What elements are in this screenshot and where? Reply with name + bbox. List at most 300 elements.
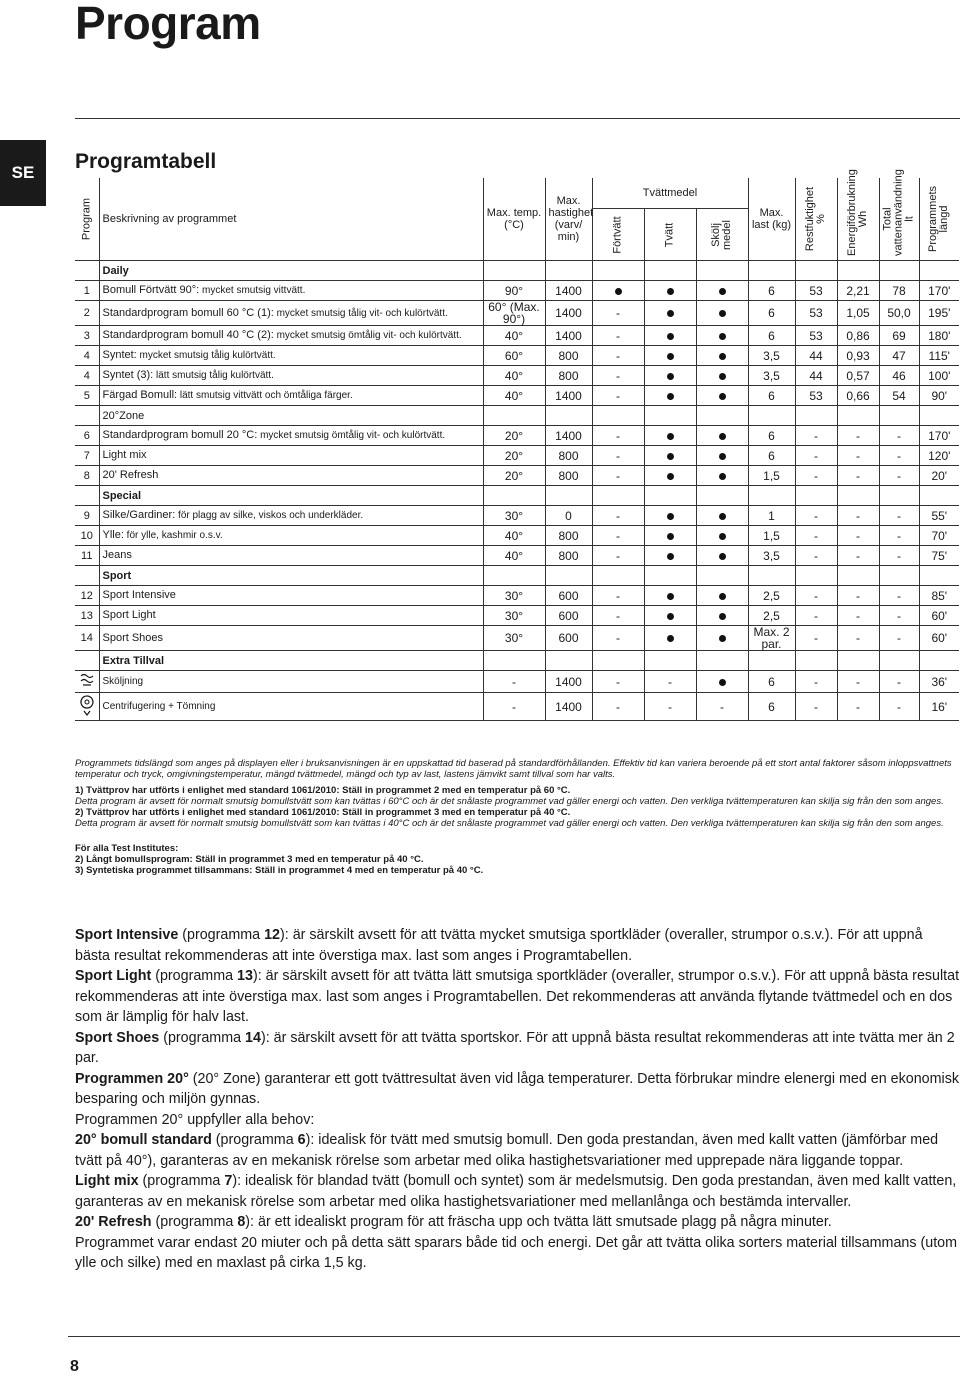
program-detail: för plagg av silke, viskos och underkläder. <box>175 510 364 521</box>
cell-residual: - <box>795 626 837 651</box>
header-description: Beskrivning av programmet <box>99 178 483 261</box>
cell-energy: - <box>837 606 879 626</box>
included-dot-icon <box>667 613 674 620</box>
cell-temp: - <box>483 671 545 693</box>
program-number: 11 <box>75 546 99 566</box>
body-paragraph <box>75 1171 960 1212</box>
included-dot-icon <box>615 288 622 295</box>
cell-speed: 800 <box>545 366 592 386</box>
cell-load: 2,5 <box>748 606 795 626</box>
cell-duration: 70' <box>919 526 959 546</box>
cell-water: 69 <box>879 326 919 346</box>
cell-residual: 53 <box>795 386 837 406</box>
cell-softener <box>696 506 748 526</box>
cell-water: - <box>879 466 919 486</box>
cell-prewash: - <box>592 526 644 546</box>
included-dot-icon <box>667 333 674 340</box>
included-dot-icon <box>719 310 726 317</box>
cell-load: 1,5 <box>748 466 795 486</box>
program-name: Sköljning <box>102 675 144 687</box>
cell-softener <box>696 586 748 606</box>
program-description <box>99 426 483 446</box>
included-dot-icon <box>719 373 726 380</box>
cell-energy: 0,93 <box>837 346 879 366</box>
cell-energy: 0,86 <box>837 326 879 346</box>
program-description <box>99 586 483 606</box>
included-dot-icon <box>667 353 674 360</box>
cell-duration: 60' <box>919 606 959 626</box>
included-dot-icon <box>667 433 674 440</box>
cell-temp: - <box>483 693 545 721</box>
cell-temp: 60° <box>483 346 545 366</box>
cell-temp: 40° <box>483 526 545 546</box>
table-row <box>75 301 960 326</box>
cell-temp: 60° (Max. 90°) <box>483 301 545 326</box>
cell-speed: 1400 <box>545 693 592 721</box>
cell-residual: 53 <box>795 281 837 301</box>
cell-speed: 1400 <box>545 326 592 346</box>
cell-prewash: - <box>592 446 644 466</box>
body-paragraph <box>75 925 960 966</box>
table-row <box>75 606 960 626</box>
section-label: Extra Tillval <box>99 651 483 671</box>
cell-water: 46 <box>879 366 919 386</box>
program-description <box>99 546 483 566</box>
included-dot-icon <box>719 513 726 520</box>
cell-softener <box>696 366 748 386</box>
paragraph-text: (programma <box>151 968 238 984</box>
cell-water: - <box>879 671 919 693</box>
program-descriptions <box>75 925 960 1274</box>
note-1-title: 1) Tvättprov har utförts i enlighet med standard 1061/2010: Ställ in programmet 2 med en temperatur på 60 °C. <box>75 785 571 796</box>
included-dot-icon <box>667 393 674 400</box>
page-title: Program <box>75 0 261 49</box>
program-name: 20' Refresh <box>102 469 159 481</box>
program-description <box>99 606 483 626</box>
program-detail: mycket smutsig tålig kulörtvätt. <box>136 350 276 361</box>
paragraph-text: (programma <box>159 1029 246 1046</box>
paragraph-bold: 6 <box>297 1132 306 1148</box>
body-paragraph <box>75 1028 960 1069</box>
header-detergent: Tvättmedel <box>592 178 748 209</box>
program-name: Light mix <box>102 449 147 461</box>
cell-speed: 1400 <box>545 671 592 693</box>
section-title: Programtabell <box>75 150 217 173</box>
included-dot-icon <box>667 473 674 480</box>
cell-speed: 600 <box>545 626 592 651</box>
program-table <box>75 169 960 721</box>
program-number: 4 <box>75 346 99 366</box>
program-name: Jeans <box>102 549 132 561</box>
cell-softener <box>696 301 748 326</box>
program-name: Bomull Förtvätt 90°: <box>102 284 200 296</box>
cell-energy: - <box>837 693 879 721</box>
cell-speed: 800 <box>545 546 592 566</box>
cell-wash <box>644 366 696 386</box>
program-number: 12 <box>75 586 99 606</box>
paragraph-bold: 12 <box>264 927 280 943</box>
program-detail: mycket smutsig tålig vit- och kulörtvätt. <box>273 307 448 319</box>
cell-wash <box>644 506 696 526</box>
cell-temp: 30° <box>483 626 545 651</box>
included-dot-icon <box>719 553 726 560</box>
cell-duration: 85' <box>919 586 959 606</box>
program-detail: för ylle, kashmir o.s.v. <box>123 530 223 541</box>
table-row <box>75 546 960 566</box>
program-number: 8 <box>75 466 99 486</box>
cell-residual: - <box>795 506 837 526</box>
spin-icon <box>75 693 99 721</box>
paragraph-text: (20° Zone) garanterar ett gott tvättresultat även vid låga temperaturer. Detta förbrukar mindre elenergi med en ekonomisk besparing och miljön gynnas. <box>75 1070 959 1107</box>
cell-energy: - <box>837 671 879 693</box>
header-program: Program <box>80 197 93 241</box>
program-name: Sport Shoes <box>102 631 164 644</box>
table-row <box>75 506 960 526</box>
cell-temp: 90° <box>483 281 545 301</box>
section-label: 20°Zone <box>99 406 483 426</box>
cell-load: 3,5 <box>748 366 795 386</box>
paragraph-text: ): är särskilt avsett för att tvätta sportskor. För att uppnå bästa resultat rekommenderas att inte tvätta mer än 2 par. <box>75 1029 955 1066</box>
cell-temp: 40° <box>483 326 545 346</box>
cell-prewash: - <box>592 506 644 526</box>
cell-wash <box>644 526 696 546</box>
header-wash: Tvätt <box>663 222 676 247</box>
paragraph-bold: Sport Intensive <box>75 927 179 943</box>
cell-temp: 40° <box>483 386 545 406</box>
paragraph-text: (programma <box>138 1173 225 1189</box>
cell-residual: - <box>795 671 837 693</box>
program-description <box>99 526 483 546</box>
cell-wash <box>644 606 696 626</box>
section-header <box>75 651 960 671</box>
cell-load: 2,5 <box>748 586 795 606</box>
disclaimer-note: Programmets tidslängd som anges på displayen eller i bruksanvisningen är en uppskattad tid baserad på standardförhållanden. Effektiv tid kan variera beroende på ett stort antal faktorer såsom inloppsvattnets temperatur och tryck, omgivningstemperatur, mängd tvättmedel, mängd och typ av last, lastens jämvikt samt tillval som har valts. <box>75 758 952 780</box>
cell-softener <box>696 671 748 693</box>
paragraph-text: ): idealisk för blandad tvätt (bomull och syntet) som är medelsmutsig. Den goda prestandan, även med kallt vatten, garanteras av en mekanisk rörelse som arbetar med olika hastighetsvariationer med mellanlånga och bestämda intervaller. <box>75 1173 957 1210</box>
table-row <box>75 466 960 486</box>
program-description <box>99 326 483 346</box>
cell-prewash: - <box>592 626 644 651</box>
included-dot-icon <box>667 593 674 600</box>
cell-residual: - <box>795 466 837 486</box>
included-dot-icon <box>719 433 726 440</box>
cell-temp: 40° <box>483 366 545 386</box>
cell-energy: - <box>837 626 879 651</box>
cell-water: - <box>879 446 919 466</box>
cell-prewash: - <box>592 366 644 386</box>
body-paragraph <box>75 1130 960 1171</box>
program-number: 7 <box>75 446 99 466</box>
cell-water: - <box>879 606 919 626</box>
cell-energy: - <box>837 426 879 446</box>
cell-duration: 115' <box>919 346 959 366</box>
cell-duration: 20' <box>919 466 959 486</box>
footnotes <box>75 758 955 876</box>
cell-temp: 20° <box>483 466 545 486</box>
cell-softener <box>696 346 748 366</box>
test-note-1: 2) Långt bomullsprogram: Ställ in programmet 3 med en temperatur på 40 °C. <box>75 854 424 865</box>
program-description <box>99 671 483 693</box>
page-number: 8 <box>70 1358 79 1375</box>
title-divider <box>75 118 960 119</box>
program-number: 13 <box>75 606 99 626</box>
cell-temp: 20° <box>483 426 545 446</box>
rinse-icon <box>75 671 99 693</box>
cell-energy: 1,05 <box>837 301 879 326</box>
footer-divider <box>68 1336 960 1337</box>
cell-load: 6 <box>748 386 795 406</box>
paragraph-bold: Light mix <box>75 1173 139 1189</box>
cell-temp: 30° <box>483 506 545 526</box>
included-dot-icon <box>719 473 726 480</box>
cell-wash <box>644 426 696 446</box>
included-dot-icon <box>667 453 674 460</box>
body-paragraph <box>75 966 960 1028</box>
cell-wash <box>644 346 696 366</box>
table-row <box>75 526 960 546</box>
section-label: Daily <box>99 261 483 281</box>
paragraph-text: (programma <box>211 1132 298 1148</box>
program-description <box>99 506 483 526</box>
cell-residual: - <box>795 586 837 606</box>
cell-water: - <box>879 693 919 721</box>
cell-wash <box>644 386 696 406</box>
program-number: 14 <box>75 626 99 651</box>
cell-speed: 800 <box>545 346 592 366</box>
header-residual: Restfuktighet % <box>804 186 828 252</box>
body-paragraph <box>75 1110 960 1131</box>
paragraph-text: ): är särskilt avsett för att tvätta lätt smutsiga sportkläder (overaller, strumpor o.s.v.). För att uppnå bästa resultat rekommenderas att inte överstiga max. last som anges i Programtabellen. Det rekommenderas att använda flytande tvättmedel och en dos som är lämplig för halv last. <box>75 968 960 1025</box>
section-label: Sport <box>99 566 483 586</box>
body-paragraph <box>75 1069 960 1110</box>
table-row <box>75 693 960 721</box>
body-paragraph <box>75 1233 960 1274</box>
program-number: 2 <box>75 301 99 326</box>
program-name: Färgad Bomull: <box>102 389 178 401</box>
cell-prewash: - <box>592 326 644 346</box>
cell-softener <box>696 281 748 301</box>
included-dot-icon <box>667 373 674 380</box>
cell-duration: 55' <box>919 506 959 526</box>
cell-softener: - <box>696 693 748 721</box>
cell-duration: 36' <box>919 671 959 693</box>
cell-speed: 0 <box>545 506 592 526</box>
cell-speed: 1400 <box>545 386 592 406</box>
cell-load: 1 <box>748 506 795 526</box>
cell-water: - <box>879 626 919 651</box>
cell-wash <box>644 466 696 486</box>
cell-residual: - <box>795 446 837 466</box>
cell-softener <box>696 426 748 446</box>
cell-duration: 120' <box>919 446 959 466</box>
cell-load: 3,5 <box>748 346 795 366</box>
program-name: Standardprogram bomull 20 °C: <box>102 429 258 441</box>
cell-energy: - <box>837 586 879 606</box>
header-speed: Max. hastighet (varv/ min) <box>545 178 592 261</box>
cell-load: 6 <box>748 426 795 446</box>
paragraph-bold: 20° bomull standard <box>75 1132 212 1148</box>
table-row <box>75 426 960 446</box>
cell-load: 6 <box>748 281 795 301</box>
included-dot-icon <box>667 533 674 540</box>
table-row <box>75 586 960 606</box>
program-name: Ylle: <box>102 529 124 541</box>
cell-temp: 30° <box>483 586 545 606</box>
table-row <box>75 281 960 301</box>
program-number: 3 <box>75 326 99 346</box>
program-detail: lätt smutsig tålig kulörtvätt. <box>153 370 274 381</box>
program-description <box>99 466 483 486</box>
cell-prewash: - <box>592 586 644 606</box>
included-dot-icon <box>719 353 726 360</box>
cell-energy: - <box>837 526 879 546</box>
cell-energy: - <box>837 506 879 526</box>
cell-duration: 170' <box>919 281 959 301</box>
section-header <box>75 406 960 426</box>
header-water: Total vattenanvändning lt <box>881 169 916 256</box>
included-dot-icon <box>667 513 674 520</box>
cell-wash <box>644 586 696 606</box>
program-name: Syntet (3): <box>102 369 154 381</box>
cell-prewash: - <box>592 346 644 366</box>
program-name: Sport Light <box>102 609 156 621</box>
program-number: 4 <box>75 366 99 386</box>
paragraph-text: ): är ett idealiskt program för att fräscha upp och tvätta lätt smutsade plagg på några minuter. <box>245 1214 832 1230</box>
cell-speed: 1400 <box>545 426 592 446</box>
paragraph-text: Programmen 20° uppfyller alla behov: <box>75 1111 315 1128</box>
cell-prewash: - <box>592 466 644 486</box>
cell-temp: 20° <box>483 446 545 466</box>
cell-water: - <box>879 546 919 566</box>
paragraph-bold: 7 <box>224 1173 233 1189</box>
cell-duration: 75' <box>919 546 959 566</box>
table-row <box>75 446 960 466</box>
cell-wash: - <box>644 671 696 693</box>
header-prewash: Förtvätt <box>611 216 624 254</box>
section-header <box>75 566 960 586</box>
paragraph-bold: 13 <box>237 968 253 984</box>
included-dot-icon <box>719 613 726 620</box>
program-description <box>99 281 483 301</box>
cell-prewash: - <box>592 546 644 566</box>
cell-residual: 53 <box>795 326 837 346</box>
program-description <box>99 626 483 651</box>
included-dot-icon <box>667 288 674 295</box>
program-detail: mycket smutsig vittvätt. <box>199 285 306 296</box>
note-1-text: Detta program är avsett för normalt smutsig bomullstvätt som kan tvättas i 60°C och är det snålaste programmet vad gäller energi och vatten. Den verkliga tvättemperaturen kan skilja sig från den som anges. <box>75 796 944 807</box>
note-2-text: Detta program är avsett för normalt smutsig bomullstvätt som kan tvättas i 40°C och är det snålaste programmet vad gäller energi och vatten. Den verkliga tvättemperaturen kan skilja sig från den som anges. <box>75 818 944 829</box>
cell-water: - <box>879 586 919 606</box>
cell-wash <box>644 446 696 466</box>
cell-energy: 0,57 <box>837 366 879 386</box>
program-name: Centrifugering + Tömning <box>102 700 216 712</box>
table-row <box>75 366 960 386</box>
cell-prewash: - <box>592 693 644 721</box>
cell-softener <box>696 446 748 466</box>
cell-softener <box>696 326 748 346</box>
cell-water: - <box>879 526 919 546</box>
included-dot-icon <box>667 553 674 560</box>
program-description <box>99 693 483 721</box>
cell-load: 6 <box>748 326 795 346</box>
included-dot-icon <box>719 593 726 600</box>
paragraph-bold: Sport Light <box>75 968 152 984</box>
program-description <box>99 346 483 366</box>
cell-duration: 180' <box>919 326 959 346</box>
program-number: 10 <box>75 526 99 546</box>
paragraph-bold: Programmen 20° <box>75 1070 189 1087</box>
program-description <box>99 366 483 386</box>
cell-speed: 800 <box>545 466 592 486</box>
program-description <box>99 301 483 326</box>
table-row <box>75 671 960 693</box>
paragraph-text: (programma <box>151 1214 238 1230</box>
cell-softener <box>696 386 748 406</box>
cell-residual: - <box>795 526 837 546</box>
cell-load: 6 <box>748 301 795 326</box>
cell-duration: 195' <box>919 301 959 326</box>
cell-energy: - <box>837 546 879 566</box>
cell-residual: - <box>795 606 837 626</box>
cell-duration: 60' <box>919 626 959 651</box>
header-softener: Skölj medel <box>710 219 733 250</box>
cell-softener <box>696 606 748 626</box>
cell-softener <box>696 546 748 566</box>
table-row <box>75 346 960 366</box>
cell-prewash: - <box>592 386 644 406</box>
test-note-2: 3) Syntetiska programmet tillsammans: Ställ in programmet 4 med en temperatur på 40 °C. <box>75 865 484 876</box>
paragraph-bold: 8 <box>237 1214 246 1230</box>
cell-speed: 1400 <box>545 281 592 301</box>
note-2-title: 2) Tvättprov har utförts i enlighet med standard 1061/2010: Ställ in programmet 3 med en temperatur på 40 °C. <box>75 807 571 818</box>
included-dot-icon <box>667 635 674 642</box>
cell-speed: 600 <box>545 606 592 626</box>
language-tab: SE <box>0 140 46 206</box>
cell-water: 47 <box>879 346 919 366</box>
cell-wash <box>644 281 696 301</box>
body-paragraph <box>75 1212 960 1233</box>
included-dot-icon <box>719 393 726 400</box>
test-institutes-title: För alla Test Institutes: <box>75 843 179 854</box>
cell-duration: 100' <box>919 366 959 386</box>
cell-water: 78 <box>879 281 919 301</box>
paragraph-text: ): idealisk för tvätt med smutsig bomull. Den goda prestandan, även med kallt vatten (jämförbar med tvätt på 40°), garanteras av en mekanisk rörelse som arbetar med olika hastighetsvariationer med upprepade nära liggande toppar. <box>75 1132 939 1169</box>
cell-load: 6 <box>748 671 795 693</box>
program-number: 5 <box>75 386 99 406</box>
cell-softener <box>696 466 748 486</box>
cell-speed: 800 <box>545 446 592 466</box>
cell-wash <box>644 326 696 346</box>
included-dot-icon <box>719 635 726 642</box>
cell-speed: 1400 <box>545 301 592 326</box>
program-description <box>99 446 483 466</box>
header-duration: Programmets längd <box>927 185 951 253</box>
cell-softener <box>696 526 748 546</box>
cell-residual: 44 <box>795 346 837 366</box>
cell-speed: 800 <box>545 526 592 546</box>
cell-residual: - <box>795 693 837 721</box>
cell-residual: - <box>795 546 837 566</box>
program-name: Silke/Gardiner: <box>102 509 176 521</box>
program-name: Sport Intensive <box>102 589 176 601</box>
paragraph-text: ): är särskilt avsett för att tvätta mycket smutsiga sportkläder (overaller, strumpor o.s.v.). För att uppnå bästa resultat rekommenderas att inte överstiga max. last som anges i Programtabellen. <box>75 927 923 964</box>
paragraph-bold: Sport Shoes <box>75 1029 160 1046</box>
table-body <box>75 261 960 721</box>
cell-energy: 0,66 <box>837 386 879 406</box>
cell-wash <box>644 301 696 326</box>
cell-prewash <box>592 281 644 301</box>
cell-wash <box>644 546 696 566</box>
